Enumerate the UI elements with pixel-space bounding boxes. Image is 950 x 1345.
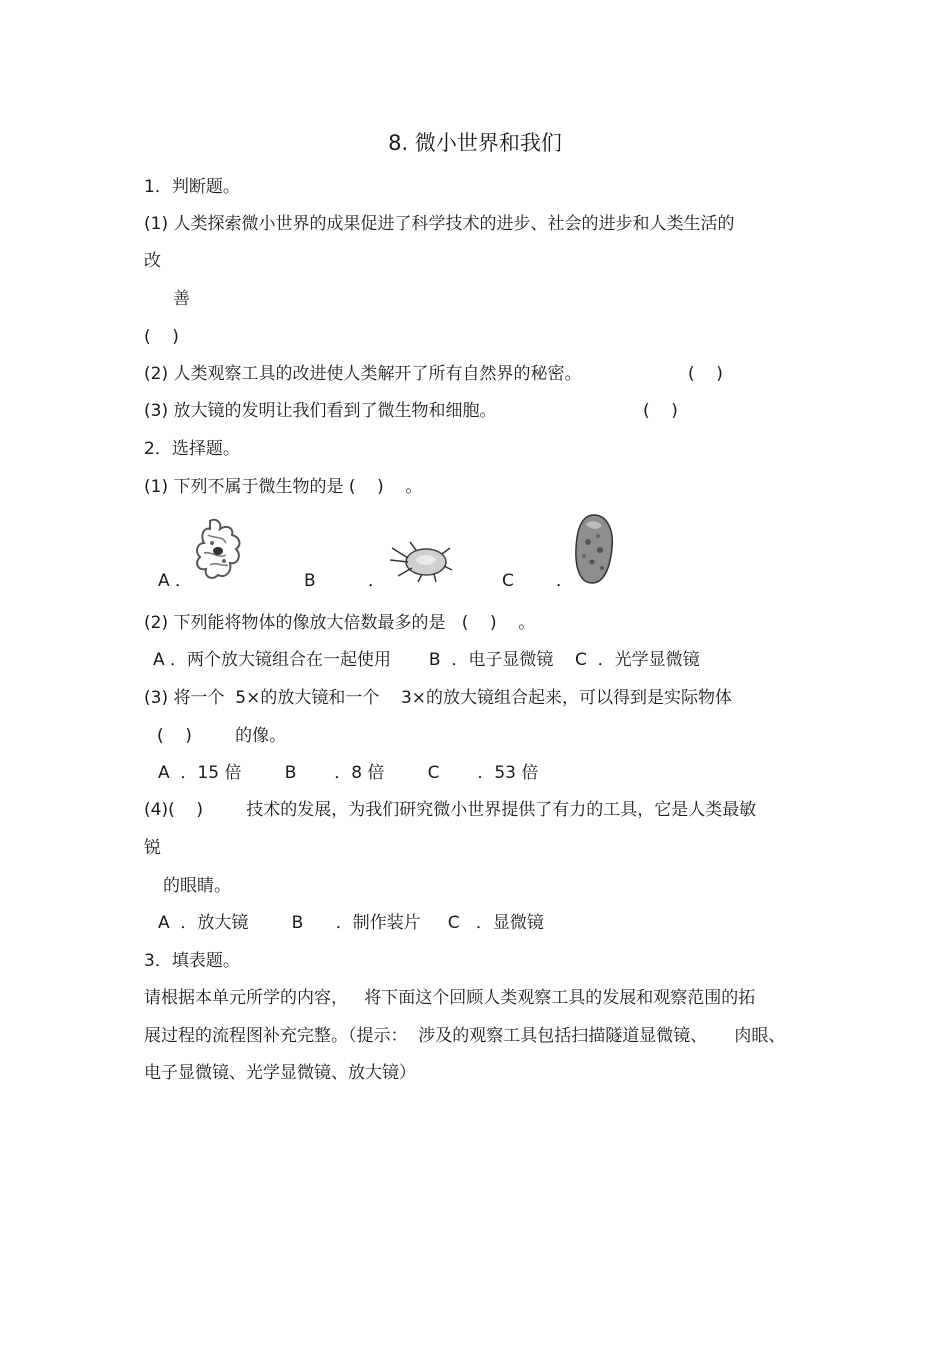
q1-item3-text: (3) 放大镜的发明让我们看到了微生物和细胞。 (144, 401, 497, 421)
page-title: 8. 微小世界和我们 (388, 131, 562, 155)
q1-item1-line2: 改 (144, 251, 161, 271)
q2-item4-line3: 的眼睛。 (163, 876, 231, 896)
irregular-cell-icon (192, 515, 248, 585)
q2-item4-line1: (4)( ) 技术的发展，为我们研究微小世界提供了有力的工具，它是人类最敏 (144, 800, 757, 820)
q2-item1-option-b-dot: ． (368, 571, 385, 591)
q3-line3: 电子显微镜、光学显微镜、放大镜） (144, 1063, 416, 1083)
q2-item1-option-b-label: B (304, 571, 316, 591)
paramecium-icon (572, 512, 616, 586)
q2-item1-stem: (1) 下列不属于微生物的是 ( ) 。 (144, 477, 423, 497)
q3-heading: 3．填表题。 (144, 951, 240, 971)
q2-item4-line2: 锐 (144, 838, 161, 858)
q2-heading: 2．选择题。 (144, 439, 240, 459)
q2-item2-stem: (2) 下列能将物体的像放大倍数最多的是 ( ) 。 (144, 613, 536, 633)
q1-item1-line3: 善 (173, 289, 190, 309)
q3-line1: 请根据本单元所学的内容， 将下面这个回顾人类观察工具的发展和观察范围的拓 (144, 988, 756, 1008)
q1-item2-answer-blank: ( ) (688, 364, 723, 384)
q2-item3-line2: ( ) 的像。 (157, 726, 287, 746)
q2-item3-line1: (3) 将一个 5×的放大镜和一个 3×的放大镜组合起来，可以得到是实际物体 (144, 688, 733, 708)
q2-item4-options: A ．放大镜 B ．制作装片 C ．显微镜 (158, 913, 544, 933)
q1-item1-line1: (1) 人类探索微小世界的成果促进了科学技术的进步、社会的进步和人类生活的 (144, 214, 735, 234)
q2-item1-option-a-label: A ． (158, 571, 193, 591)
q1-item1-answer-blank: ( ) (144, 327, 179, 347)
q2-item3-options: A ．15 倍 B ．8 倍 C ．53 倍 (158, 763, 539, 783)
q1-item2-text: (2) 人类观察工具的改进使人类解开了所有自然界的秘密。 (144, 364, 582, 384)
q2-item2-options: A ．两个放大镜组合在一起使用 B ．电子显微镜 C ．光学显微镜 (153, 650, 700, 670)
q2-item1-option-c-dot: ． (556, 571, 573, 591)
q3-line2: 展过程的流程图补充完整。（提示： 涉及的观察工具包括扫描隧道显微镜、 肉眼、 (144, 1026, 786, 1046)
q1-heading: 1．判断题。 (144, 177, 240, 197)
q2-item1-option-c-label: C (502, 571, 514, 591)
q1-item3-answer-blank: ( ) (643, 401, 678, 421)
dust-mite-icon (388, 536, 454, 584)
